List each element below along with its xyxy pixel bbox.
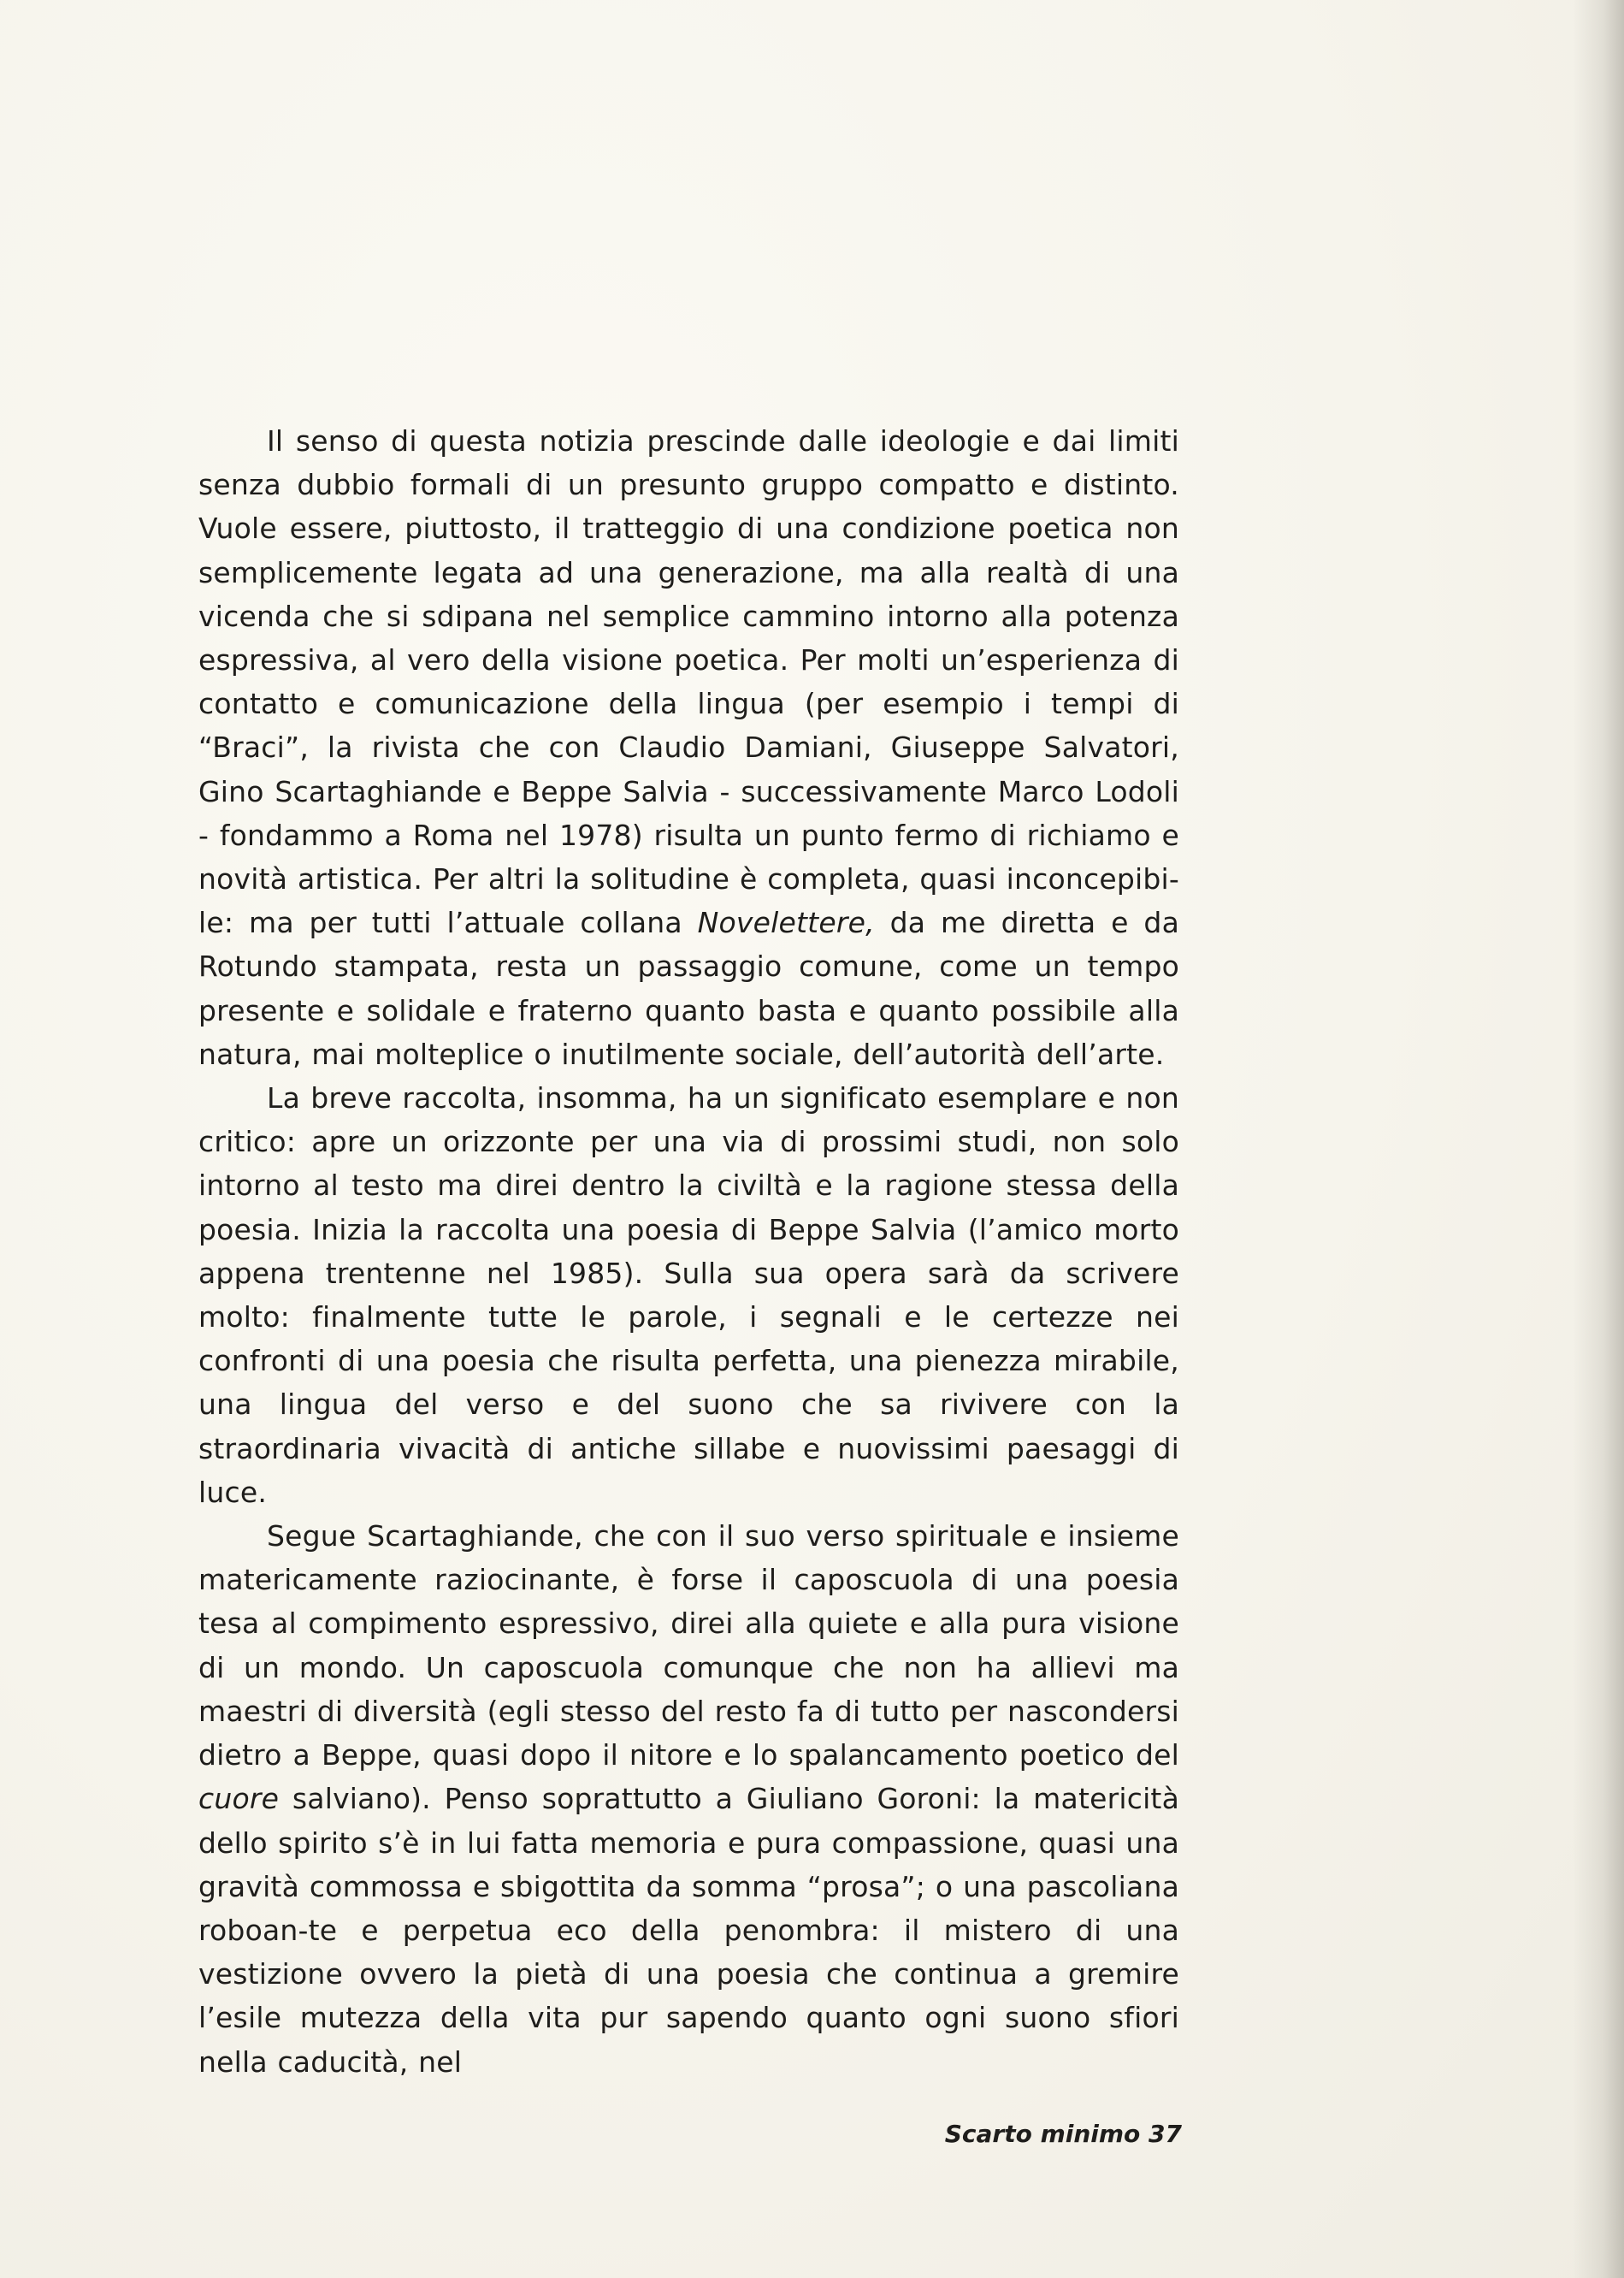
page-footer-running-title: Scarto minimo 37 (944, 2120, 1182, 2148)
paragraph-3 (198, 1514, 1179, 2084)
paragraph-3-italic-word: cuore (198, 1782, 280, 1816)
paragraph-1-italic-title: Novelettere, (697, 906, 875, 940)
paragraph-2: La breve raccolta, insomma, ha un significato esemplare e non critico: apre un orizzonte per una via di prossimi studi, non solo intorno al testo ma direi dentro la civiltà e la ragione stessa della poesia. Inizia la raccolta una poesia di Beppe Salvia (l’amico morto appena trentenne nel 1985). Sulla sua opera sarà da scrivere molto: finalmente tutte le parole, i segnali e le certezze nei confronti di una poesia che risulta perfetta, una pienezza mirabile, una lingua del verso e del suono che sa rivivere con la straordinaria vivacità di antiche sillabe e nuovissimi paesaggi di luce. (198, 1081, 1179, 1509)
paragraph-1-text-b: da me diretta e da Rotundo stampata, resta un passaggio comune, come un tempo presente e solidale e fraterno quanto basta e quanto possibile alla natura, mai molteplice o inutilmente sociale, dell’autorità dell’arte. (198, 906, 1180, 1071)
paragraph-1-text-a: Il senso di questa notizia prescinde dalle ideologie e dai limiti senza dubbio formali di un presunto gruppo compatto e distinto. Vuole essere, piuttosto, il tratteggio di una condizione poetica non semplicemente legata ad una generazione, ma alla realtà di una vicenda che si sdipana nel semplice cammino intorno alla potenza espressiva, al vero della visione poetica. Per molti un’esperienza di contatto e comunicazione della lingua (per esempio i tempi di “Braci”, la rivista che con Claudio Damiani, Giuseppe Salvatori, Gino Scartaghiande e Beppe Salvia - successivamente Marco Lodoli - fondammo a Roma nel 1978) risulta un punto fermo di richiamo e novità artistica. Per altri la solitudine è completa, quasi inconcepibi-le: ma per tutti l’attuale collana (198, 424, 1179, 940)
paragraph-1 (198, 419, 1179, 1076)
paragraph-3-text-a: Segue Scartaghiande, che con il suo verso spirituale e insieme matericamente raziocinante, è forse il caposcuola di una poesia tesa al compimento espressivo, direi alla quiete e alla pura visione di un mondo. Un caposcuola comunque che non ha allievi ma maestri di diversità (egli stesso del resto fa di tutto per nascondersi dietro a Beppe, quasi dopo il nitore e lo spalancamento poetico del (198, 1519, 1179, 1772)
paragraph-3-text-b: salviano). Penso soprattutto a Giuliano Goroni: la matericità dello spirito s’è in lui fatta memoria e pura compassione, quasi una gravità commossa e sbigottita da somma “prosa”; o una pascoliana roboan-te e perpetua eco della penombra: il mistero di una vestizione ovvero la pietà di una poesia che continua a gremire l’esile mutezza della vita pur sapendo quanto ogni suono sfiori nella caducità, nel (198, 1782, 1179, 2079)
body-text (198, 419, 1179, 2084)
